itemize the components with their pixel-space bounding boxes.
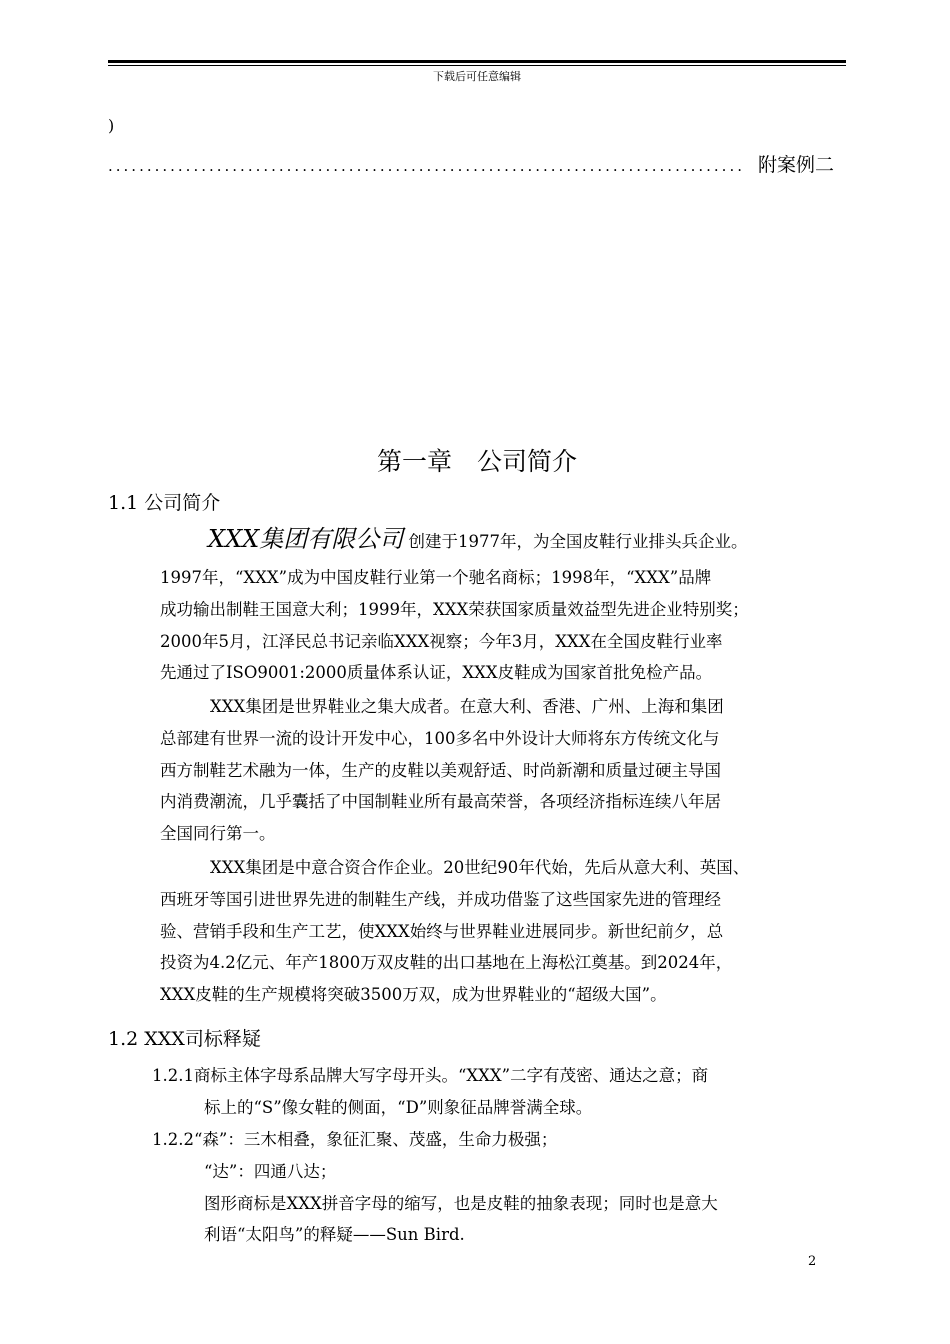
toc-leader-dots: .................................................................................. (108, 157, 745, 175)
paragraph-3 (160, 852, 749, 1011)
text-line: 西方制鞋艺术融为一体，生产的皮鞋以美观舒适、时尚新潮和质量过硬主导国 (160, 760, 721, 780)
toc-entry-label: 附案例二 (757, 154, 834, 176)
text-line: 先通过了ISO9001:2000质量体系认证，XXX皮鞋成为国家首批免检产品。 (160, 663, 713, 683)
page-header: 下载后可任意编辑 (433, 70, 521, 83)
text-line: 标上的“S”像女鞋的侧面，“D”则象征品牌誉满全球。 (204, 1097, 593, 1117)
text-line: 总部建有世界一流的设计开发中心，100多名中外设计大师将东方传统文化与 (160, 728, 720, 748)
section-heading-1-1: 1.1 公司简介 (108, 492, 221, 514)
text-line: XXX集团是中意合资合作企业。20世纪90年代始，先后从意大利、英国、 (210, 858, 750, 877)
text-line: 内消费潮流，几乎囊括了中国制鞋业所有最高荣誉，各项经济指标连续八年居 (160, 792, 721, 812)
text-line: XXX皮鞋的生产规模将突破3500万双，成为世界鞋业的“超级大国”。 (160, 985, 667, 1005)
text-line: 全国同行第一。 (160, 824, 276, 844)
section-heading-1-2: 1.2 XXX司标释疑 (108, 1028, 261, 1050)
text-line: 1.2.1商标主体字母系品牌大写字母开头。“XXX”二字有茂密、通达之意；商 (152, 1066, 709, 1085)
text-line: 2000年5月，江泽民总书记亲临XXX视察；今年3月，XXX在全国皮鞋行业率 (160, 631, 723, 651)
text-line: 利语“太阳鸟”的释疑——Sun Bird. (204, 1225, 465, 1245)
toc-closing-paren: ) (108, 116, 115, 135)
text-line: 成功输出制鞋王国意大利；1999年，XXX荣获国家质量效益型先进企业特别奖； (160, 599, 749, 619)
list-item-1-2-1 (152, 1060, 708, 1124)
header-rule-thick (108, 60, 846, 63)
chapter-title: 第一章 公司简介 (376, 447, 577, 476)
paragraph-2 (160, 691, 724, 850)
paragraph-1-first-line (208, 524, 748, 558)
header-rule-thin (108, 65, 846, 66)
text-line: “达”：四通八达； (204, 1161, 337, 1181)
paragraph-1 (160, 562, 749, 689)
text-line: 1.2.2“森”：三木相叠，象征汇聚、茂盛，生命力极强； (152, 1130, 558, 1149)
toc-entry (108, 150, 834, 178)
text-line: 投资为4.2亿元、年产1800万双皮鞋的出口基地在上海松江奠基。到2024年， (160, 953, 733, 973)
text-line: 1997年，“XXX”成为中国皮鞋行业第一个驰名商标；1998年，“XXX”品牌 (160, 568, 712, 587)
page-number: 2 (808, 1254, 817, 1269)
text-line: 西班牙等国引进世界先进的制鞋生产线，并成功借鉴了这些国家先进的管理经 (160, 889, 721, 909)
list-item-1-2-2 (152, 1124, 718, 1251)
company-name: XXX集团有限公司 (208, 525, 404, 553)
paragraph-1-lead: 创建于1977年，为全国皮鞋行业排头兵企业。 (403, 532, 748, 551)
text-line: 验、营销手段和生产工艺，使XXX始终与世界鞋业进展同步。新世纪前夕，总 (160, 921, 724, 941)
text-line: 图形商标是XXX拼音字母的缩写，也是皮鞋的抽象表现；同时也是意大 (204, 1193, 718, 1213)
text-line: XXX集团是世界鞋业之集大成者。在意大利、香港、广州、上海和集团 (210, 697, 724, 716)
